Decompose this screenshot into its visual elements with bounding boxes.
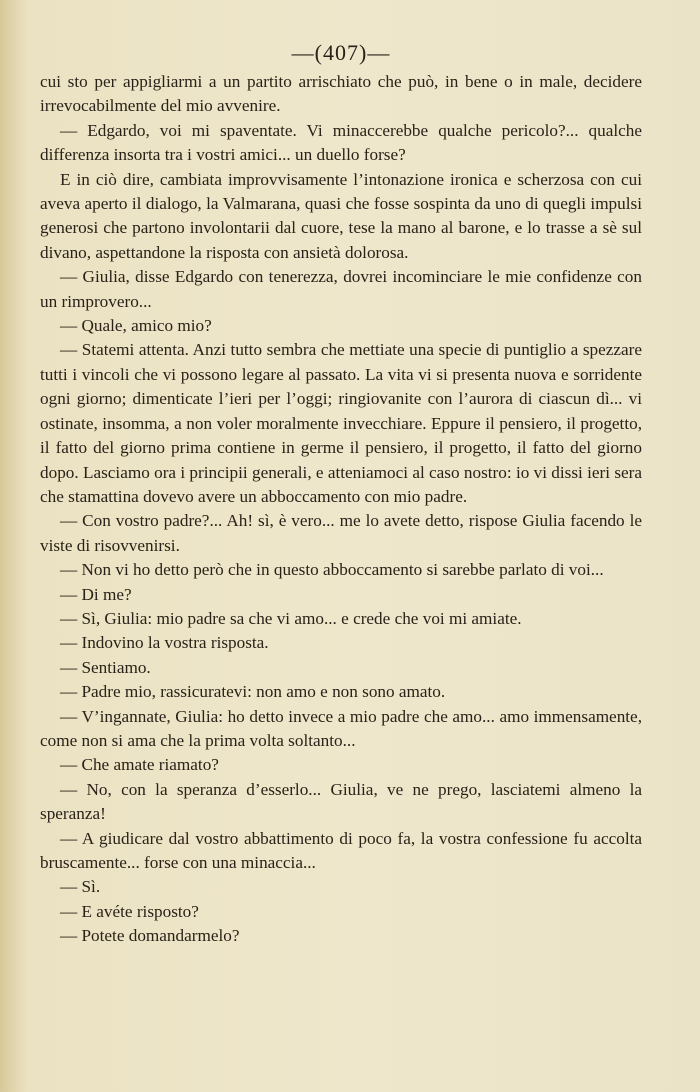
paragraph: — Edgardo, voi mi spaventate. Vi minaccerebbe qualche pericolo?... qualche differenza insorta tra i vostri amici... un duello forse? (40, 120, 642, 165)
paragraph: — Quale, amico mio? (60, 316, 212, 336)
paragraph: — Di me? (60, 584, 132, 604)
paragraph: — V’ingannate, Giulia: ho detto invece a mio padre che amo... amo immensamente, come non si ama che la prima volta soltanto... (40, 706, 642, 750)
paragraph: — Che amate riamato? (60, 755, 219, 775)
paragraph: E in ciò dire, cambiata improvvisamente l’intonazione ironica e scherzosa con cui aveva aperto il dialogo, la Valmarana, quasi che fosse sospinta da uno di quegli impulsi generosi che partono involontarii dal cuore, tese la mano al barone, e lo trasse a sè sul divano, aspettandone la risposta con ansietà dolorosa. (40, 169, 642, 262)
paragraph: — Giulia, disse Edgardo con tenerezza, dovrei incominciare le mie confidenze con un rimprovero... (40, 267, 642, 311)
paragraph: — No, con la speranza d’esserlo... Giulia, ve ne prego, lasciatemi almeno la speranza! (40, 779, 642, 824)
paragraph: — Indovino la vostra risposta. (60, 633, 269, 653)
paragraph: — Con vostro padre?... Ah! sì, è vero... me lo avete detto, rispose Giulia facendo le viste di risovvenirsi. (40, 511, 642, 555)
paragraph: — A giudicare dal vostro abbattimento di poco fa, la vostra confessione fu accolta bruscamente... forse con una minaccia... (40, 828, 642, 872)
paragraph: — Potete domandarmelo? (60, 926, 240, 946)
paragraph: — Sentiamo. (60, 657, 151, 677)
text-body (40, 70, 642, 949)
page-number: —(407)— (291, 40, 391, 65)
paragraph: cui sto per appigliarmi a un partito arrischiato che può, in bene o in male, decidere irrevocabilmente del mio avvenire. (40, 72, 642, 116)
paragraph: — Statemi attenta. Anzi tutto sembra che mettiate una specie di puntiglio a spezzare tutti i vincoli che vi possono legare al passato. La vita vi si presenta nuova e sorridente ogni giorno; dimenticate l’ieri per l’oggi; ringiovanite con l’aurora di ciascun dì... vi ostinate, insomma, a non voler moralmente invecchiare. Eppure il pensiero, il progetto, il fatto del giorno prima contiene in germe il pensiero, il progetto, il fatto del giorno dopo. Lasciamo ora i principii generali, e atteniamoci al caso nostro: io vi dissi ieri sera che stamattina dovevo avere un abboccamento con mio padre. (40, 340, 642, 506)
paragraph: — Non vi ho detto però che in questo abboccamento si sarebbe parlato di voi... (60, 560, 604, 580)
paragraph: — Sì. (60, 877, 101, 897)
paragraph: — E avéte risposto? (60, 901, 199, 921)
paragraph: — Padre mio, rassicuratevi: non amo e non sono amato. (60, 682, 446, 702)
paragraph: — Sì, Giulia: mio padre sa che vi amo... e crede che voi mi amiate. (60, 608, 522, 628)
